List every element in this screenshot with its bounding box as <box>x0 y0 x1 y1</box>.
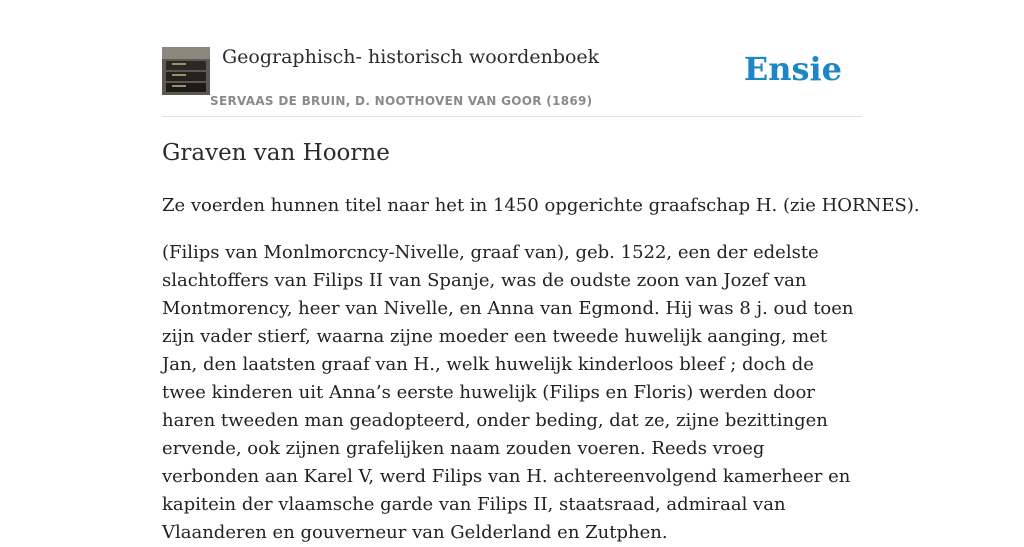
source-header <box>162 46 862 117</box>
book-title[interactable]: Geographisch- historisch woordenboek <box>222 46 600 68</box>
ensie-logo[interactable]: Ensie <box>743 50 842 88</box>
book-thumbnail-icon[interactable] <box>162 47 210 95</box>
entry-title: Graven van Hoorne <box>162 140 390 166</box>
entry-paragraph: Ze voerden hunnen titel naar het in 1450 opgerichte graafschap H. (zie HORNES). <box>162 195 920 216</box>
entry-paragraph: (Filips van Monlmorcncy-Nivelle, graaf van), geb. 1522, een der edelste slachtoffers van Filips II van Spanje, was de oudste zoon van Jozef van Montmorency, heer van Nivelle, en Anna van Egmond. Hij was 8 j. oud toen zijn vader stierf, waarna zijne moeder een tweede huwelijk aanging, met Jan, den laatsten graaf van H., welk huwelijk kinderloos bleef ; doch de twee kinderen uit Anna’s eerste huwelijk (Filips en Floris) werden door haren tweeden man geadopteerd, onder beding, dat ze, zijne bezittingen ervende, ook zijnen grafelijken naam zouden voeren. Reeds vroeg verbonden aan Karel V, werd Filips van H. achtereenvolgend kamerheer en kapitein der vlaamsche garde van Filips II, staatsraad, admiraal van Vlaanderen en gouverneur van Gelderland en Zutphen. <box>162 242 854 543</box>
book-authors-year: SERVAAS DE BRUIN, D. NOOTHOVEN VAN GOOR (1869) <box>210 94 593 108</box>
